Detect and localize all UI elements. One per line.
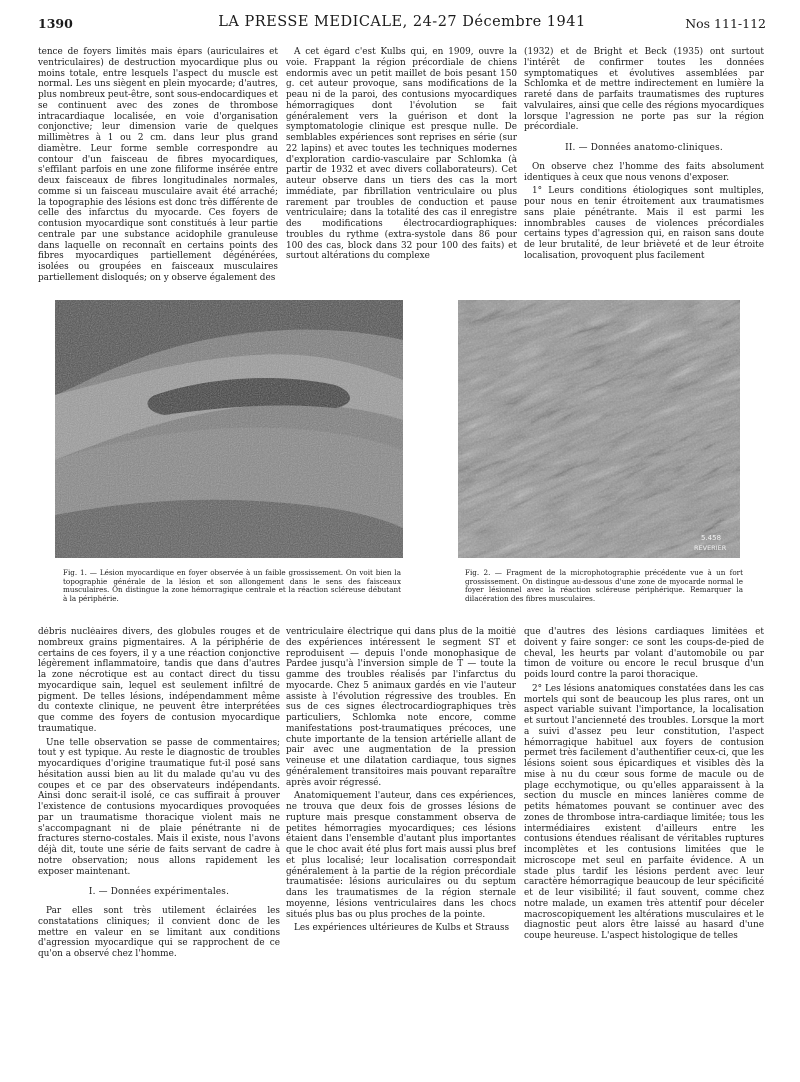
paragraph: Anatomiquement l'auteur, dans ces expériences, ne trouva que deux fois de grosses lésions de rupture mais presque constamment observa de petites hémorragies myocardiques; ces lésions étaient dans l'ensemble d'autant plus importantes que le choc avait été plus fort mais aussi plus bref et plus localisé; leur localisation correspondait généralement à la partie de la région précordiale traumatisée: lésions auriculaires ou du septum dans les traumatismes de la région sternale moyenne, lésions ventriculaires dans les chocs situés plus bas ou plus proches de la pointe.: [286, 791, 516, 920]
column-5: [286, 627, 516, 1067]
column-6: [524, 627, 764, 1067]
paragraph: ventriculaire électrique qui dans plus de la moitié des expériences intéressent le segment ST et reproduisent — depuis l'onde monophasique de Pardee jusqu'à l'inversion simple de T — toute la gamme des troubles réalisés par l'infarctus du myocarde. Chez 5 animaux gardés en vie l'auteur assiste à l'évolution régressive des troubles. En sus de ces signes électrocardiographiques très particuliers, Schlomka note encore, comme manifestations post-traumatiques précoces, une chute importante de la tension artérielle allant de pair avec une augmentation de la pression veineuse et une dilatation cardiaque, tous signes généralement transitoires mais pouvant reparaître après avoir régressé.: [286, 627, 516, 788]
issue-number: Nos 111-112: [685, 16, 766, 31]
figure-1-caption: Fig. 1. — Lésion myocardique en foyer observée à un faible grossissement. On voit bien la topographie générale de la lésion et son allongement dans le sens des faisceaux musculaires. On distingue la zone hémorragique centrale et la réaction scléreuse débutant à la périphérie.: [63, 569, 401, 603]
figure-2-credit: REVERIER: [694, 544, 727, 552]
paragraph: (1932) et de Bright et Beck (1935) ont surtout l'intérêt de confirmer toutes les données symptomatiques et évolutives assemblées par Schlomka et de mettre indirectement en lumière la rareté dans de parfaits traumatismes des ruptures valvulaires, ainsi que celle des régions myocardiques lorsque l'agression ne porte pas sur la région précordiale.: [524, 47, 764, 133]
paragraph: 2° Les lésions anatomiques constatées dans les cas mortels qui sont de beaucoup les plus rares, ont un aspect variable suivant l'importance, la localisation et surtout l'ancienneté des troubles. Lorsque la mort a suivi d'assez peu leur constitution, l'aspect hémorragique habituel aux foyers de contusion permet très facilement d'authentifier ceux-ci, que les lésions soient sous épicardiques et visibles dès la mise à nu du cœur sous forme de macule ou de plage ecchymotique, ou qu'elles apparaissent à la section du muscle en minces lanières comme de petits hématomes pouvant se continuer avec des zones de thrombose intra-cardiaque limitée; tous les intermédiaires existent d'ailleurs entre les contusions étendues réalisant de véritables ruptures incomplètes et les contusions limitées que le microscope met seul en parfaite évidence. A un stade plus tardif les lésions perdent avec leur caractère hémorragique beaucoup de leur spécificité et de leur visibilité; il faut souvent, comme chez notre malade, un examen très attentif pour déceler macroscopiquement les altérations musculaires et le diagnostic peut alors être laissé au hasard d'une coupe heureuse. L'aspect histologique de telles: [524, 683, 764, 941]
paragraph: 1° Leurs conditions étiologiques sont multiples, pour nous en tenir étroitement aux traumatismes sans plaie pénétrante. Mais il est parmi les innombrables causes de violences précordiales certains types d'agression qui, en raison sans doute de leur brutalité, de leur brièveté et de leur étroite localisation, provoquent plus facilement: [524, 186, 764, 261]
page-header: [38, 14, 766, 36]
page-number: 1390: [38, 16, 73, 31]
figure-2-plate-number: 5.458: [701, 534, 722, 542]
figure-2-micrograph: [458, 300, 740, 558]
paragraph: Les expériences ultérieures de Kulbs et Strauss: [294, 923, 510, 934]
journal-title: LA PRESSE MEDICALE, 24-27 Décembre 1941: [218, 14, 586, 30]
column-4: [38, 627, 280, 967]
column-3: [524, 47, 764, 314]
paragraph: Par elles sont très utilement éclairées les constatations cliniques; il convient donc de les mettre en valeur en se limitant aux conditions d'agression myocardique qui se rapprochent de ce qu'on a observé chez l'homme.: [38, 906, 280, 959]
paragraph: Une telle observation se passe de commentaires; tout y est typique. Au reste le diagnostic de troubles myocardiques d'origine traumatique fut-il posé sans hésitation aussi bien au lit du malade qu'au vu des coupes et ce par des observateurs indépendants. Ainsi donc serait-il isolé, ce cas suffirait à prouver l'existence de contusions myocardiques provoquées par un traumatisme thoracique violent mais ne s'accompagnant ni de plaie pénétrante ni de fractures sterno-costales. Mais il existe, nous l'avons déjà dit, toute une série de faits servant de cadre à notre observation; nous allons rapidement les exposer maintenant.: [38, 737, 280, 877]
figure-1-micrograph: [55, 300, 403, 558]
column-2: [286, 47, 517, 314]
paragraph: que d'autres des lésions cardiaques limitées et doivent y faire songer: ce sont les coups-de-pied de cheval, les heurts par volant d'automobile ou par timon de voiture ou encore le recul brusque d'un poids lourd contre la paroi thoracique.: [524, 627, 764, 680]
paragraph: tence de foyers limités mais épars (auriculaires et ventriculaires) de destruction myocardique plus ou moins totale, entre lesquels l'aspect du muscle est normal. Les uns siègent en plein myocarde; d'autres, plus nombreux peut-être, sont sous-endocardiques et se continuent avec des zones de thrombose intracardiaque localisée, en voie d'organisation conjonctive; leur dimension varie de quelques millimètres à 1 ou 2 cm. dans leur plus grand diamètre. Leur forme semble correspondre au contour d'un faisceau de fibres myocardiques, s'effilant parfois en une zone filiforme insérée entre deux faisceaux de fibres longitudinales normales, comme si un faisceau musculaire avait été arraché; la topographie des lésions est donc très différente de celle des infarctus du myocarde. Ces foyers de contusion myocardique sont constitués à leur partie centrale par une substance acidophile granuleuse dans laquelle on reconnaît en certains points des fibres myocardiques partiellement dégénérées, isolées ou groupées en faisceaux musculaires partiellement disloqués; on y observe également des: [38, 47, 278, 283]
paragraph: A cet égard c'est Kulbs qui, en 1909, ouvre la voie. Frappant la région précordiale de chiens endormis avec un petit maillet de bois pesant 150 g. cet auteur provoque, sans modifications de la peau ni de la paroi, des contusions myocardiques hémorragiques dont l'évolution se fait généralement vers la guérison et dont la symptomatologie clinique est presque nulle. De semblables expériences sont reprises en série (sur 22 lapins) et avec toutes les techniques modernes d'exploration cardio-vasculaire par Schlomka (à partir de 1932 et avec divers collaborateurs). Cet auteur observe dans un tiers des cas la mort immédiate, par fibrillation ventriculaire ou plus rarement par troubles de conduction et pause ventriculaire; dans la totalité des cas il enregistre des modifications électrocardiographiques: troubles du rythme (extra-systole dans 86 pour 100 des cas, block dans 32 pour 100 des faits) et surtout altérations du complexe: [286, 47, 517, 262]
figure-2-caption: Fig. 2. — Fragment de la microphotographie précédente vue à un fort grossissement. On distingue au-dessous d'une zone de myocarde normal le foyer lésionnel avec la réaction scléreuse périphérique. Remarquer la dilacération des fibres musculaires.: [465, 569, 743, 603]
figure-2-image: [458, 300, 740, 558]
paragraph: débris nucléaires divers, des globules rouges et de nombreux grains pigmentaires. A la périphérie de certains de ces foyers, il y a une réaction conjonctive légèrement inflammatoire, tandis que dans d'autres la zone nécrotique est au contact direct du tissu myocardique sain, lequel est seulement infiltré de pigment. De telles lésions, indépendamment même du contexte clinique, ne peuvent être interprétées que comme des foyers de contusion myocardique traumatique.: [38, 627, 280, 734]
figure-1-image: [55, 300, 403, 558]
section-heading: II. — Données anatomo-cliniques.: [565, 143, 723, 153]
paragraph: On observe chez l'homme des faits absolument identiques à ceux que nous venons d'exposer.: [524, 161, 764, 183]
column-1: [38, 47, 278, 314]
section-heading: I. — Données expérimentales.: [88, 887, 230, 898]
